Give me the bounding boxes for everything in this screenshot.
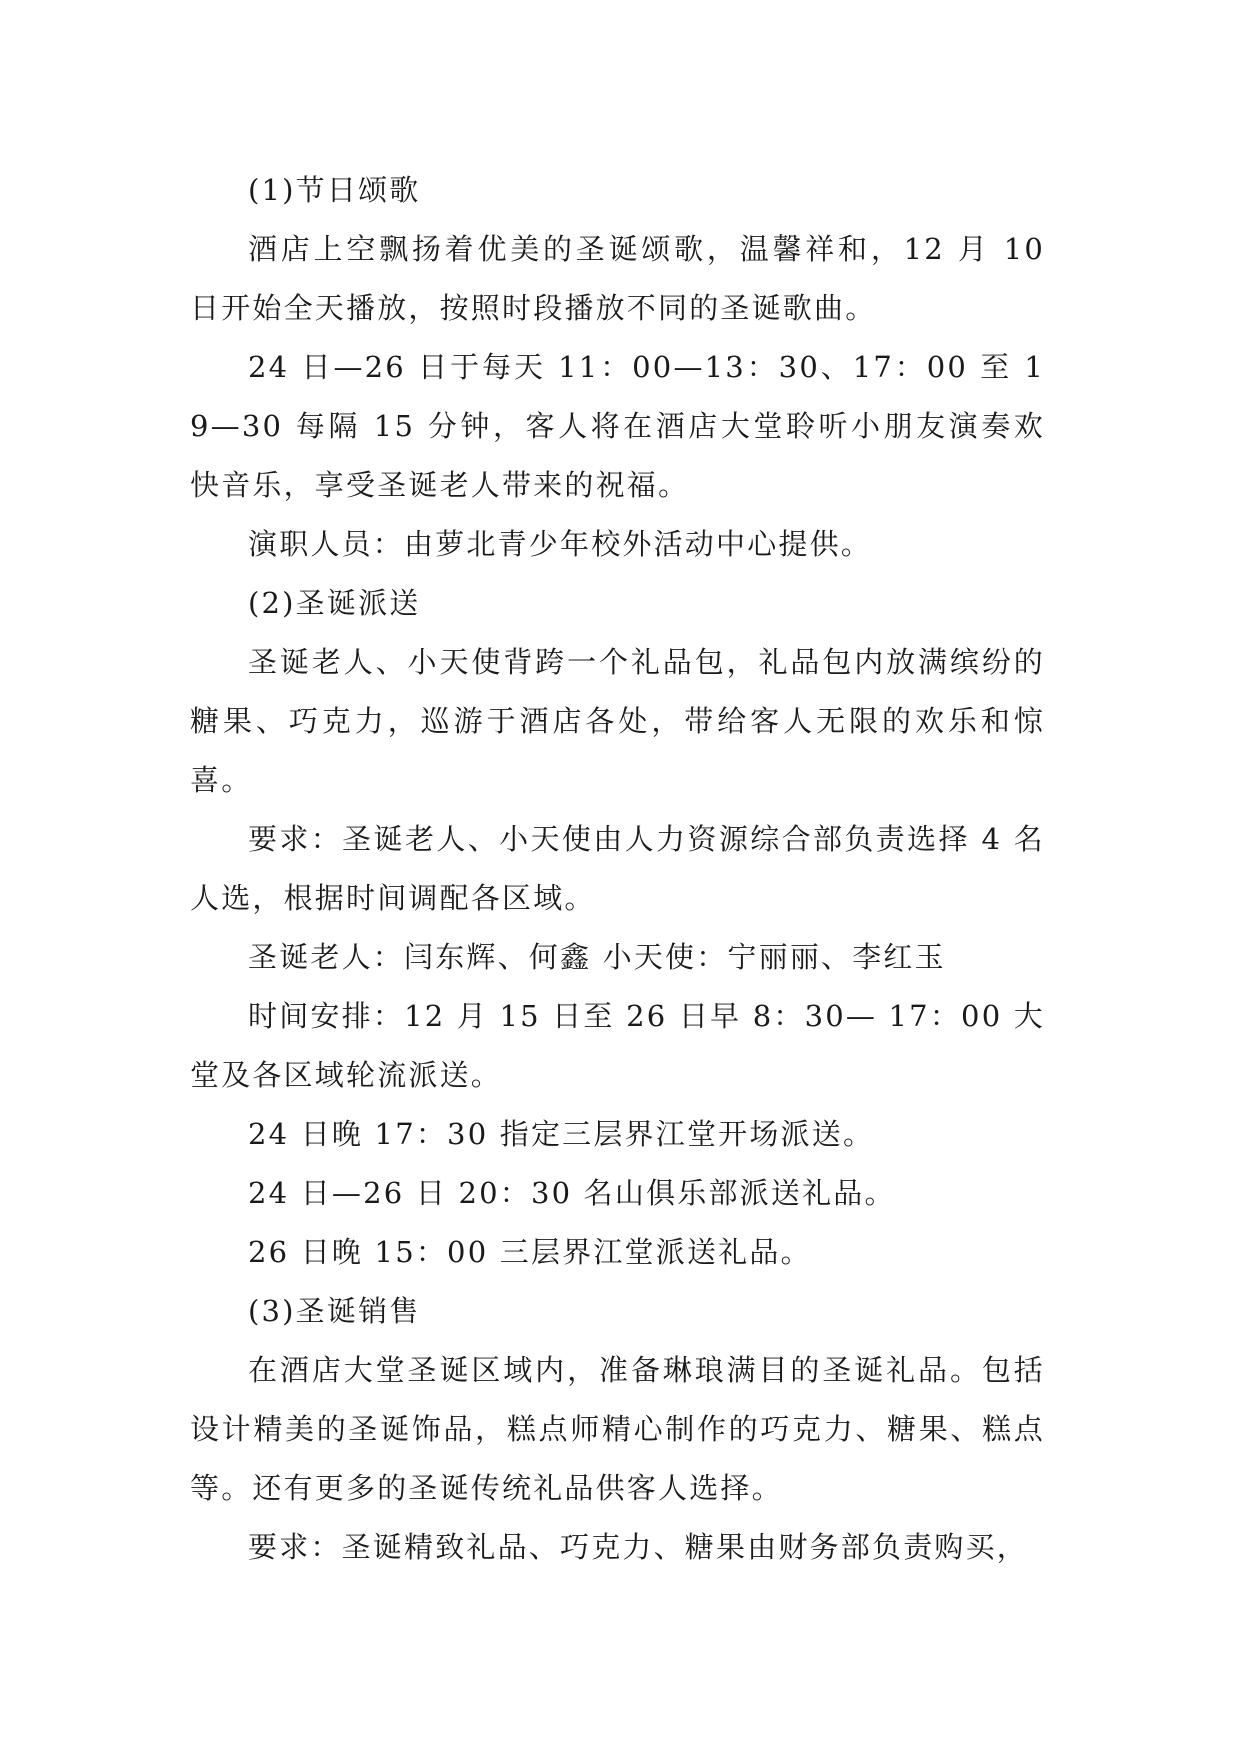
paragraph-performers: 演职人员：由萝北青少年校外活动中心提供。 <box>248 527 873 561</box>
paragraph-gift-bag: 圣诞老人、小天使背跨一个礼品包，礼品包内放满缤纷的糖果、巧克力，巡游于酒店各处，带给客人无限的欢乐和惊喜。 <box>190 645 1045 797</box>
paragraph-purchase-requirements: 要求：圣诞精致礼品、巧克力、糖果由财务部负责购买， <box>248 1530 1029 1564</box>
paragraph-time-schedule: 时间安排：12 月 15 日至 26 日早 8：30— 17：00 大堂及各区域轮流派送。 <box>190 999 1045 1092</box>
paragraph-club-delivery: 24 日—26 日 20：30 名山俱乐部派送礼品。 <box>248 1176 896 1210</box>
paragraph-opening-delivery: 24 日晚 17：30 指定三层界江堂开场派送。 <box>248 1117 875 1151</box>
section-heading-holiday-carols: (1)节日颂歌 <box>248 173 421 207</box>
document-body <box>190 161 1045 1577</box>
paragraph-hall-delivery: 26 日晚 15：00 三层界江堂派送礼品。 <box>248 1235 812 1269</box>
section-heading-christmas-delivery: (2)圣诞派送 <box>248 586 421 620</box>
paragraph-performance-schedule: 24 日—26 日于每天 11：00—13：30、17：00 至 19—30 每隔 15 分钟，客人将在酒店大堂聆听小朋友演奏欢快音乐，享受圣诞老人带来的祝福。 <box>190 350 1045 502</box>
paragraph-carol-broadcast: 酒店上空飘扬着优美的圣诞颂歌，温馨祥和，12 月 10 日开始全天播放，按照时段播放不同的圣诞歌曲。 <box>190 232 1045 325</box>
paragraph-delivery-requirements: 要求：圣诞老人、小天使由人力资源综合部负责选择 4 名人选，根据时间调配各区域。 <box>190 822 1045 915</box>
paragraph-gift-area: 在酒店大堂圣诞区域内，准备琳琅满目的圣诞礼品。包括设计精美的圣诞饰品，糕点师精心制作的巧克力、糖果、糕点等。还有更多的圣诞传统礼品供客人选择。 <box>190 1353 1045 1505</box>
section-heading-christmas-sales: (3)圣诞销售 <box>248 1294 421 1328</box>
paragraph-staff-names: 圣诞老人：闫东辉、何鑫 小天使：宁丽丽、李红玉 <box>248 940 946 974</box>
